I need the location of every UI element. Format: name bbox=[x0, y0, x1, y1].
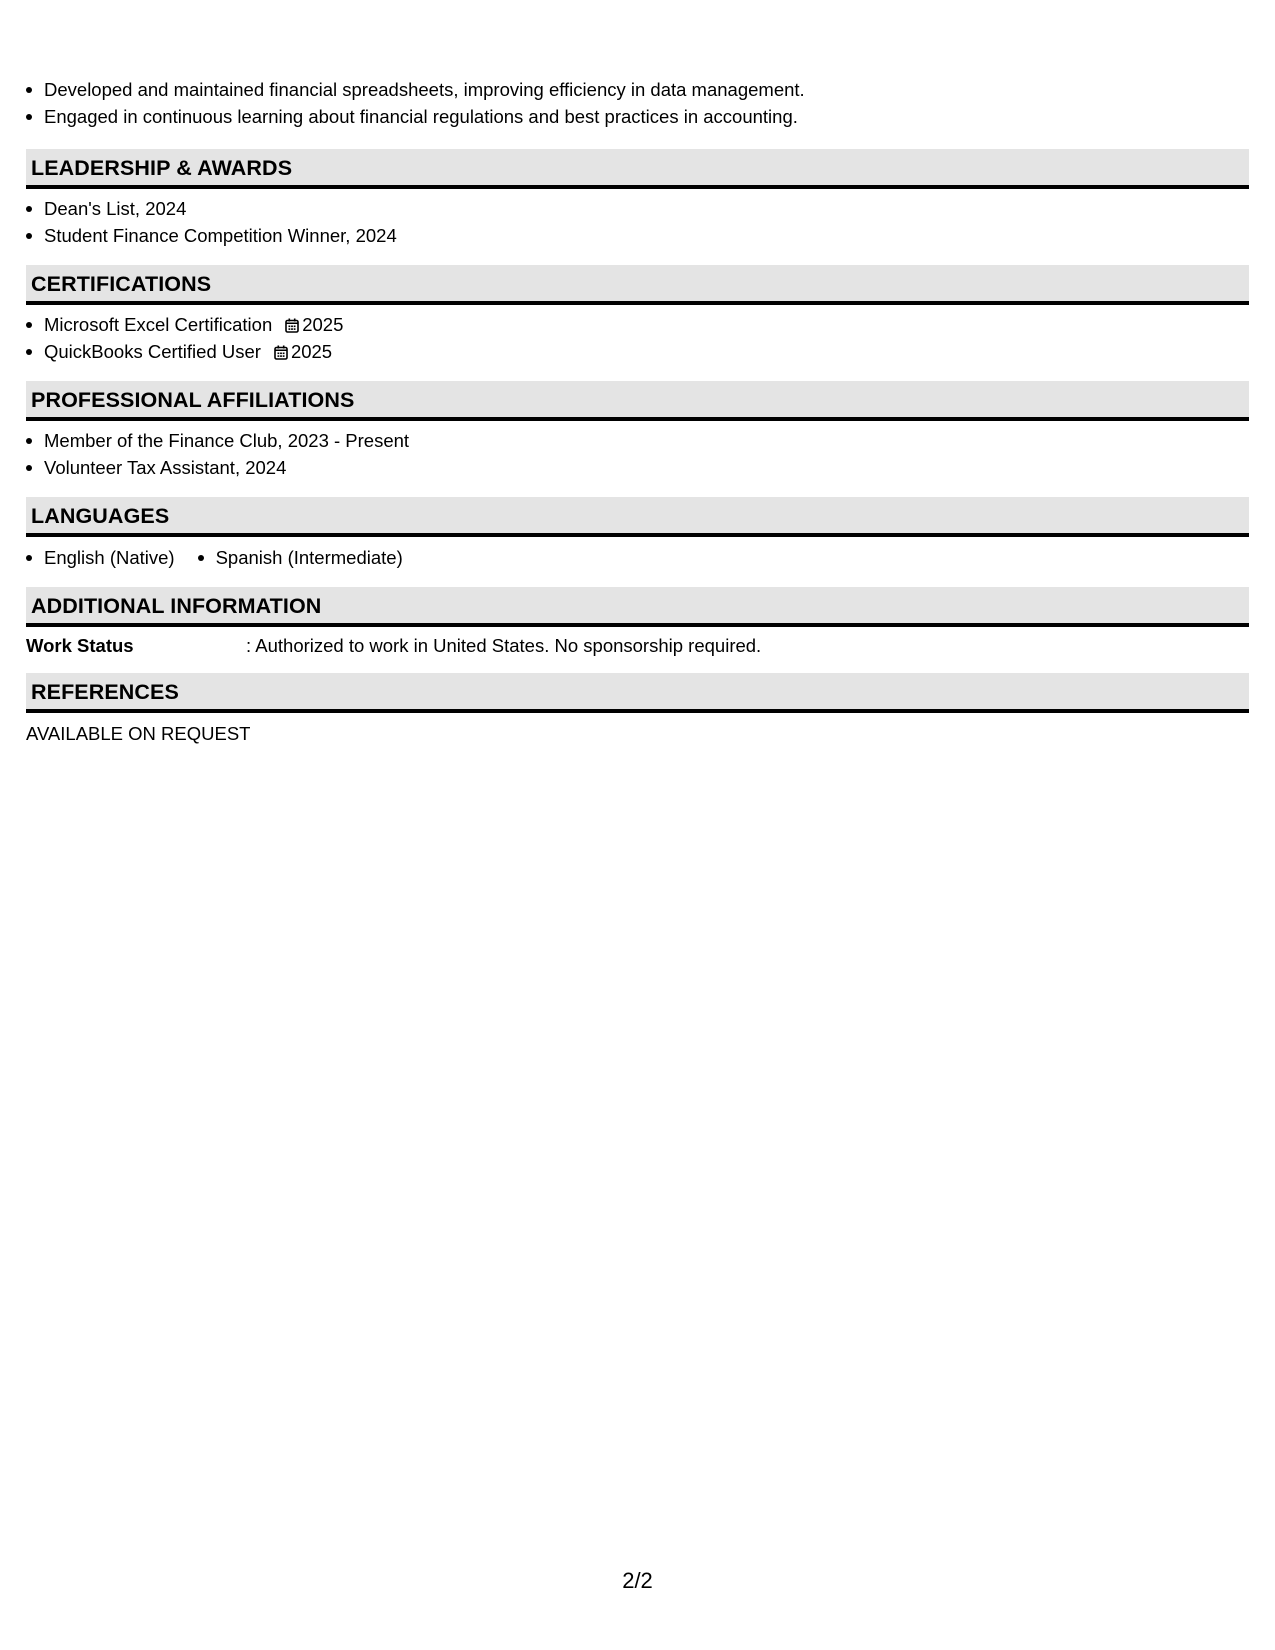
list-item bbox=[26, 338, 1249, 365]
list-item: Spanish (Intermediate) bbox=[198, 544, 403, 571]
work-status-value: : Authorized to work in United States. No sponsorship required. bbox=[246, 635, 762, 656]
certifications-list bbox=[26, 311, 1249, 365]
page-number: 2/2 bbox=[622, 1568, 653, 1593]
work-status-row bbox=[26, 632, 1249, 659]
list-item: Member of the Finance Club, 2023 - Present bbox=[26, 427, 1249, 454]
list-item bbox=[26, 311, 1249, 338]
list-item: Student Finance Competition Winner, 2024 bbox=[26, 222, 1249, 249]
languages-list bbox=[26, 544, 1249, 571]
leadership-list bbox=[26, 195, 1249, 249]
certification-name: QuickBooks Certified User bbox=[44, 341, 261, 362]
list-item: Developed and maintained financial spreadsheets, improving efficiency in data management. bbox=[26, 76, 805, 103]
section-heading: CERTIFICATIONS bbox=[26, 265, 1249, 305]
list-item: Volunteer Tax Assistant, 2024 bbox=[26, 454, 1249, 481]
work-status-label: Work Status bbox=[26, 635, 134, 656]
calendar-icon bbox=[285, 318, 299, 333]
certifications-section bbox=[26, 265, 1249, 365]
references-section bbox=[26, 673, 1249, 747]
list-item: Dean's List, 2024 bbox=[26, 195, 1249, 222]
additional-info-section bbox=[26, 587, 1249, 659]
section-heading: REFERENCES bbox=[26, 673, 1249, 713]
list-item: English (Native) bbox=[26, 544, 175, 571]
section-heading: ADDITIONAL INFORMATION bbox=[26, 587, 1249, 627]
languages-section bbox=[26, 497, 1249, 571]
certification-name: Microsoft Excel Certification bbox=[44, 314, 273, 335]
leadership-section bbox=[26, 149, 1249, 249]
experience-bullets bbox=[26, 76, 805, 130]
section-heading: LEADERSHIP & AWARDS bbox=[26, 149, 1249, 189]
section-heading: PROFESSIONAL AFFILIATIONS bbox=[26, 381, 1249, 421]
affiliations-list bbox=[26, 427, 1249, 481]
certification-year: 2025 bbox=[302, 314, 344, 335]
affiliations-section bbox=[26, 381, 1249, 481]
list-item: Engaged in continuous learning about financial regulations and best practices in accounting. bbox=[26, 103, 805, 130]
section-heading: LANGUAGES bbox=[26, 497, 1249, 537]
references-text: AVAILABLE ON REQUEST bbox=[26, 723, 251, 744]
calendar-icon bbox=[274, 345, 288, 360]
certification-year: 2025 bbox=[290, 341, 333, 362]
